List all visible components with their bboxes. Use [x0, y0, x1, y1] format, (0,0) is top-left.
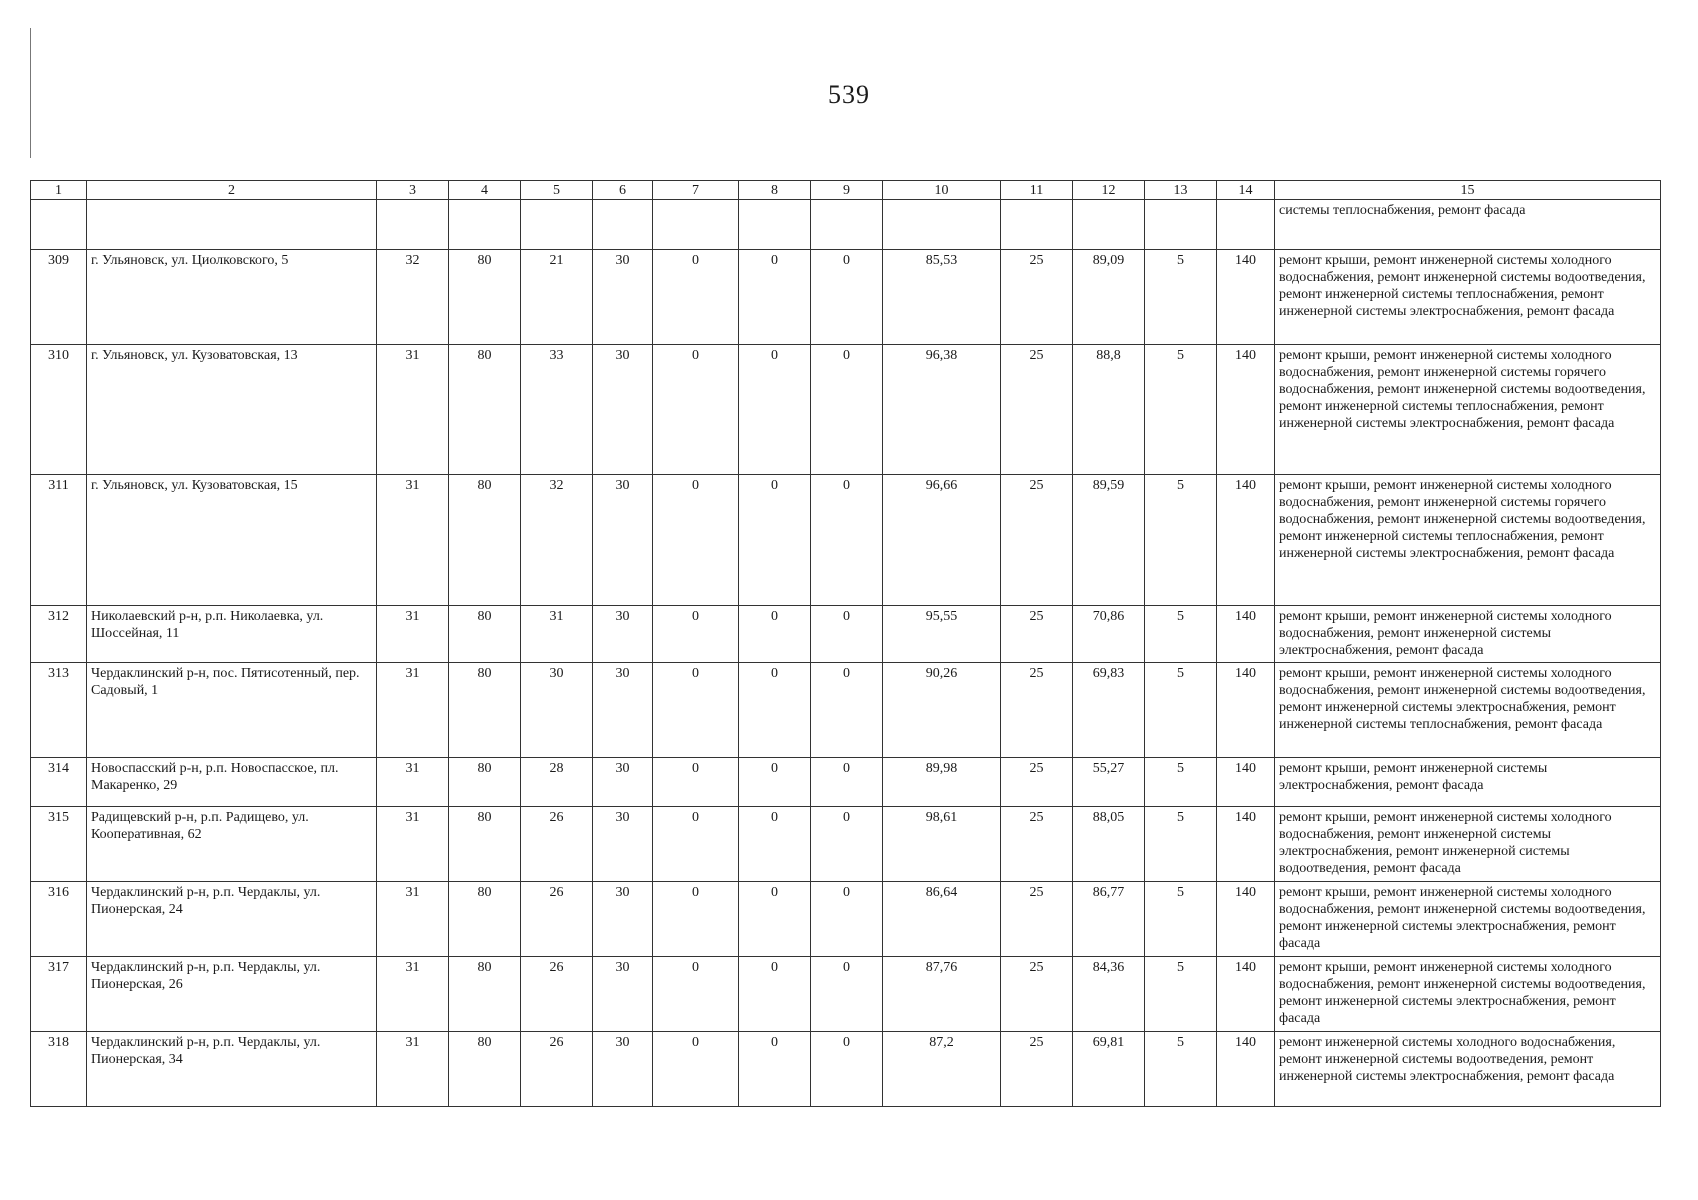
works-cell: ремонт крыши, ремонт инженерной системы холодного водоснабжения, ремонт инженерной системы водоотведения, ремонт инженерной системы электроснабжения, ремонт фасада	[1275, 882, 1661, 957]
value-cell-col-8: 0	[739, 882, 811, 957]
value-cell-col-14: 140	[1217, 345, 1275, 475]
value-cell-col-9: 0	[811, 475, 883, 606]
table-row	[31, 807, 1661, 882]
works-cell: ремонт крыши, ремонт инженерной системы холодного водоснабжения, ремонт инженерной системы горячего водоснабжения, ремонт инженерной системы водоотведения, ремонт инженерной системы теплоснабжения, ремонт инженерной системы электроснабжения, ремонт фасада	[1275, 475, 1661, 606]
value-cell-col-3: 31	[377, 345, 449, 475]
value-cell-col-8: 0	[739, 475, 811, 606]
value-cell-col-7: 0	[653, 1032, 739, 1107]
value-cell-col-13: 5	[1145, 345, 1217, 475]
column-header-4: 4	[449, 181, 521, 200]
value-cell-col-12: 89,59	[1073, 475, 1145, 606]
value-cell-col-5: 33	[521, 345, 593, 475]
column-header-1: 1	[31, 181, 87, 200]
value-cell-col-11: 25	[1001, 807, 1073, 882]
table-row	[31, 606, 1661, 663]
column-header-11: 11	[1001, 181, 1073, 200]
value-cell-col-6: 30	[593, 663, 653, 758]
value-cell-col-9: 0	[811, 758, 883, 807]
value-cell-col-6: 30	[593, 475, 653, 606]
column-header-14: 14	[1217, 181, 1275, 200]
address-cell: Чердаклинский р-н, пос. Пятисотенный, пер. Садовый, 1	[87, 663, 377, 758]
column-header-5: 5	[521, 181, 593, 200]
address-cell: Чердаклинский р-н, р.п. Чердаклы, ул. Пионерская, 34	[87, 1032, 377, 1107]
value-cell-col-9: 0	[811, 957, 883, 1032]
value-cell-col-3: 31	[377, 807, 449, 882]
value-cell-col-7: 0	[653, 807, 739, 882]
table-row	[31, 663, 1661, 758]
value-cell-col-7: 0	[653, 345, 739, 475]
column-header-9: 9	[811, 181, 883, 200]
works-cell: ремонт крыши, ремонт инженерной системы холодного водоснабжения, ремонт инженерной системы водоотведения, ремонт инженерной системы электроснабжения, ремонт инженерной системы теплоснабжения, ремонт фасада	[1275, 663, 1661, 758]
value-cell-col-11: 25	[1001, 345, 1073, 475]
column-header-12: 12	[1073, 181, 1145, 200]
address-cell: г. Ульяновск, ул. Циолковского, 5	[87, 250, 377, 345]
value-cell-col-8	[739, 200, 811, 250]
row-number-cell	[31, 200, 87, 250]
value-cell-col-13: 5	[1145, 758, 1217, 807]
value-cell-col-12: 69,81	[1073, 1032, 1145, 1107]
value-cell-col-12: 70,86	[1073, 606, 1145, 663]
page-number: 539	[828, 80, 870, 109]
address-cell: г. Ульяновск, ул. Кузоватовская, 13	[87, 345, 377, 475]
value-cell-col-3	[377, 200, 449, 250]
value-cell-col-13: 5	[1145, 475, 1217, 606]
value-cell-col-12: 89,09	[1073, 250, 1145, 345]
value-cell-col-5: 30	[521, 663, 593, 758]
works-cell: ремонт крыши, ремонт инженерной системы электроснабжения, ремонт фасада	[1275, 758, 1661, 807]
row-number-cell: 310	[31, 345, 87, 475]
table-row	[31, 200, 1661, 250]
value-cell-col-3: 31	[377, 606, 449, 663]
value-cell-col-8: 0	[739, 957, 811, 1032]
value-cell-col-5: 28	[521, 758, 593, 807]
value-cell-col-11	[1001, 200, 1073, 250]
column-header-13: 13	[1145, 181, 1217, 200]
value-cell-col-11: 25	[1001, 758, 1073, 807]
value-cell-col-11: 25	[1001, 882, 1073, 957]
value-cell-col-3: 31	[377, 882, 449, 957]
value-cell-col-6: 30	[593, 345, 653, 475]
column-header-3: 3	[377, 181, 449, 200]
value-cell-col-8: 0	[739, 345, 811, 475]
value-cell-col-12: 86,77	[1073, 882, 1145, 957]
works-cell: ремонт инженерной системы холодного водоснабжения, ремонт инженерной системы водоотведения, ремонт инженерной системы электроснабжения, ремонт фасада	[1275, 1032, 1661, 1107]
column-header-7: 7	[653, 181, 739, 200]
value-cell-col-6: 30	[593, 250, 653, 345]
value-cell-col-14: 140	[1217, 1032, 1275, 1107]
address-cell: Чердаклинский р-н, р.п. Чердаклы, ул. Пионерская, 24	[87, 882, 377, 957]
value-cell-col-11: 25	[1001, 606, 1073, 663]
value-cell-col-10: 96,66	[883, 475, 1001, 606]
value-cell-col-4: 80	[449, 957, 521, 1032]
value-cell-col-3: 31	[377, 1032, 449, 1107]
value-cell-col-6: 30	[593, 606, 653, 663]
value-cell-col-14: 140	[1217, 882, 1275, 957]
row-number-cell: 315	[31, 807, 87, 882]
works-cell: ремонт крыши, ремонт инженерной системы холодного водоснабжения, ремонт инженерной системы электроснабжения, ремонт фасада	[1275, 606, 1661, 663]
value-cell-col-8: 0	[739, 606, 811, 663]
table-row	[31, 758, 1661, 807]
row-number-cell: 316	[31, 882, 87, 957]
table-row	[31, 250, 1661, 345]
works-cell: ремонт крыши, ремонт инженерной системы холодного водоснабжения, ремонт инженерной системы горячего водоснабжения, ремонт инженерной системы водоотведения, ремонт инженерной системы теплоснабжения, ремонт инженерной системы электроснабжения, ремонт фасада	[1275, 345, 1661, 475]
works-cell: системы теплоснабжения, ремонт фасада	[1275, 200, 1661, 250]
value-cell-col-10: 98,61	[883, 807, 1001, 882]
row-number-cell: 311	[31, 475, 87, 606]
value-cell-col-9: 0	[811, 882, 883, 957]
value-cell-col-6: 30	[593, 1032, 653, 1107]
value-cell-col-3: 32	[377, 250, 449, 345]
table-row	[31, 1032, 1661, 1107]
value-cell-col-13: 5	[1145, 663, 1217, 758]
value-cell-col-5: 21	[521, 250, 593, 345]
value-cell-col-4	[449, 200, 521, 250]
value-cell-col-9: 0	[811, 250, 883, 345]
address-cell: Николаевский р-н, р.п. Николаевка, ул. Шоссейная, 11	[87, 606, 377, 663]
value-cell-col-5: 26	[521, 1032, 593, 1107]
value-cell-col-11: 25	[1001, 663, 1073, 758]
value-cell-col-5: 26	[521, 957, 593, 1032]
value-cell-col-6: 30	[593, 957, 653, 1032]
value-cell-col-4: 80	[449, 882, 521, 957]
value-cell-col-5: 32	[521, 475, 593, 606]
value-cell-col-14	[1217, 200, 1275, 250]
address-cell	[87, 200, 377, 250]
column-header-2: 2	[87, 181, 377, 200]
column-header-10: 10	[883, 181, 1001, 200]
row-number-cell: 312	[31, 606, 87, 663]
value-cell-col-9: 0	[811, 1032, 883, 1107]
row-number-cell: 309	[31, 250, 87, 345]
address-cell: Радищевский р-н, р.п. Радищево, ул. Кооперативная, 62	[87, 807, 377, 882]
value-cell-col-5: 26	[521, 807, 593, 882]
value-cell-col-8: 0	[739, 663, 811, 758]
value-cell-col-10: 87,2	[883, 1032, 1001, 1107]
value-cell-col-4: 80	[449, 606, 521, 663]
value-cell-col-9: 0	[811, 606, 883, 663]
value-cell-col-12	[1073, 200, 1145, 250]
value-cell-col-10: 95,55	[883, 606, 1001, 663]
works-cell: ремонт крыши, ремонт инженерной системы холодного водоснабжения, ремонт инженерной системы водоотведения, ремонт инженерной системы теплоснабжения, ремонт инженерной системы электроснабжения, ремонт фасада	[1275, 250, 1661, 345]
value-cell-col-10: 96,38	[883, 345, 1001, 475]
row-number-cell: 314	[31, 758, 87, 807]
value-cell-col-14: 140	[1217, 606, 1275, 663]
row-number-cell: 317	[31, 957, 87, 1032]
value-cell-col-13: 5	[1145, 1032, 1217, 1107]
value-cell-col-10	[883, 200, 1001, 250]
table-body	[31, 200, 1661, 1107]
value-cell-col-7: 0	[653, 663, 739, 758]
value-cell-col-8: 0	[739, 1032, 811, 1107]
value-cell-col-4: 80	[449, 807, 521, 882]
row-number-cell: 313	[31, 663, 87, 758]
value-cell-col-14: 140	[1217, 250, 1275, 345]
value-cell-col-8: 0	[739, 250, 811, 345]
value-cell-col-4: 80	[449, 663, 521, 758]
value-cell-col-14: 140	[1217, 475, 1275, 606]
column-header-6: 6	[593, 181, 653, 200]
address-cell: г. Ульяновск, ул. Кузоватовская, 15	[87, 475, 377, 606]
value-cell-col-7: 0	[653, 475, 739, 606]
value-cell-col-7: 0	[653, 957, 739, 1032]
value-cell-col-7: 0	[653, 882, 739, 957]
column-header-15: 15	[1275, 181, 1661, 200]
value-cell-col-14: 140	[1217, 663, 1275, 758]
table-row	[31, 957, 1661, 1032]
value-cell-col-12: 88,8	[1073, 345, 1145, 475]
value-cell-col-12: 55,27	[1073, 758, 1145, 807]
value-cell-col-4: 80	[449, 475, 521, 606]
value-cell-col-9	[811, 200, 883, 250]
value-cell-col-3: 31	[377, 663, 449, 758]
value-cell-col-13: 5	[1145, 957, 1217, 1032]
value-cell-col-8: 0	[739, 807, 811, 882]
value-cell-col-12: 88,05	[1073, 807, 1145, 882]
value-cell-col-13: 5	[1145, 807, 1217, 882]
value-cell-col-7: 0	[653, 250, 739, 345]
value-cell-col-6	[593, 200, 653, 250]
value-cell-col-10: 89,98	[883, 758, 1001, 807]
value-cell-col-11: 25	[1001, 957, 1073, 1032]
value-cell-col-5	[521, 200, 593, 250]
value-cell-col-6: 30	[593, 807, 653, 882]
value-cell-col-12: 69,83	[1073, 663, 1145, 758]
value-cell-col-11: 25	[1001, 475, 1073, 606]
value-cell-col-10: 87,76	[883, 957, 1001, 1032]
address-cell: Чердаклинский р-н, р.п. Чердаклы, ул. Пионерская, 26	[87, 957, 377, 1032]
value-cell-col-4: 80	[449, 1032, 521, 1107]
value-cell-col-9: 0	[811, 663, 883, 758]
value-cell-col-10: 90,26	[883, 663, 1001, 758]
value-cell-col-12: 84,36	[1073, 957, 1145, 1032]
value-cell-col-14: 140	[1217, 758, 1275, 807]
value-cell-col-11: 25	[1001, 1032, 1073, 1107]
value-cell-col-3: 31	[377, 475, 449, 606]
value-cell-col-6: 30	[593, 882, 653, 957]
value-cell-col-3: 31	[377, 758, 449, 807]
header-row	[31, 181, 1661, 200]
data-table	[30, 180, 1661, 1107]
column-header-8: 8	[739, 181, 811, 200]
value-cell-col-7: 0	[653, 758, 739, 807]
works-cell: ремонт крыши, ремонт инженерной системы холодного водоснабжения, ремонт инженерной системы водоотведения, ремонт инженерной системы электроснабжения, ремонт фасада	[1275, 957, 1661, 1032]
value-cell-col-14: 140	[1217, 957, 1275, 1032]
table-row	[31, 475, 1661, 606]
table-row	[31, 882, 1661, 957]
row-number-cell: 318	[31, 1032, 87, 1107]
value-cell-col-13: 5	[1145, 882, 1217, 957]
value-cell-col-10: 86,64	[883, 882, 1001, 957]
value-cell-col-3: 31	[377, 957, 449, 1032]
value-cell-col-6: 30	[593, 758, 653, 807]
value-cell-col-5: 26	[521, 882, 593, 957]
value-cell-col-5: 31	[521, 606, 593, 663]
works-cell: ремонт крыши, ремонт инженерной системы холодного водоснабжения, ремонт инженерной системы электроснабжения, ремонт инженерной системы водоотведения, ремонт фасада	[1275, 807, 1661, 882]
value-cell-col-4: 80	[449, 758, 521, 807]
value-cell-col-11: 25	[1001, 250, 1073, 345]
value-cell-col-13	[1145, 200, 1217, 250]
value-cell-col-8: 0	[739, 758, 811, 807]
value-cell-col-13: 5	[1145, 250, 1217, 345]
value-cell-col-10: 85,53	[883, 250, 1001, 345]
address-cell: Новоспасский р-н, р.п. Новоспасское, пл. Макаренко, 29	[87, 758, 377, 807]
value-cell-col-13: 5	[1145, 606, 1217, 663]
value-cell-col-9: 0	[811, 345, 883, 475]
value-cell-col-14: 140	[1217, 807, 1275, 882]
value-cell-col-7	[653, 200, 739, 250]
value-cell-col-4: 80	[449, 345, 521, 475]
value-cell-col-4: 80	[449, 250, 521, 345]
value-cell-col-7: 0	[653, 606, 739, 663]
value-cell-col-9: 0	[811, 807, 883, 882]
table-row	[31, 345, 1661, 475]
